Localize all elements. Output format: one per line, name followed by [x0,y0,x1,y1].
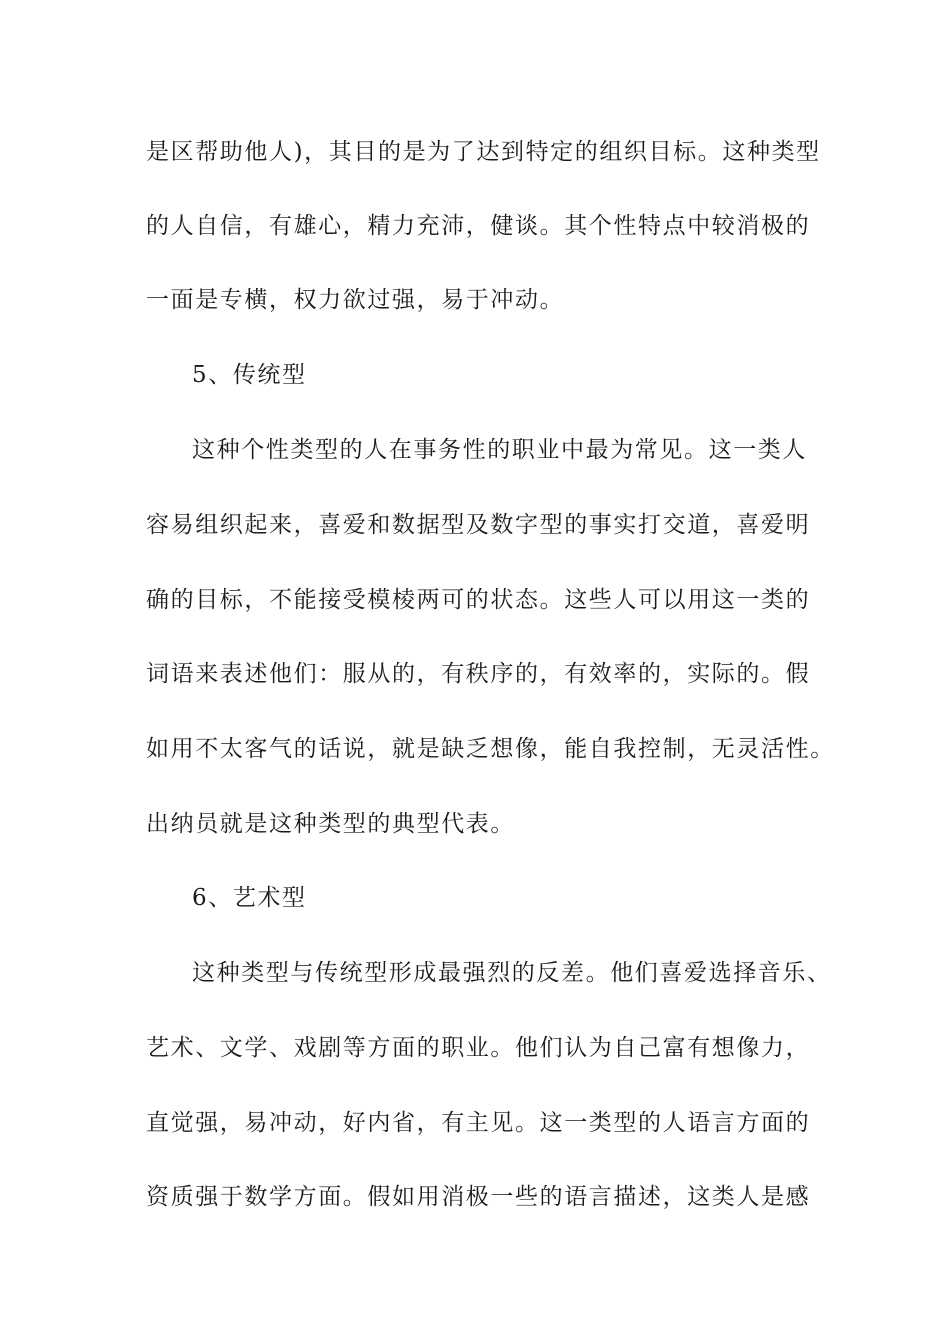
paragraph-line: 是区帮助他人)，其目的是为了达到特定的组织目标。这种类型 [146,139,821,165]
paragraph-line: 资质强于数学方面。假如用消极一些的语言描述，这类人是感 [146,1184,811,1210]
paragraph-line: 一面是专横，权力欲过强，易于冲动。 [146,287,565,313]
paragraph-line: 的人自信，有雄心，精力充沛，健谈。其个性特点中较消极的 [146,213,811,239]
paragraph-line: 这种个性类型的人在事务性的职业中最为常见。这一类人 [192,437,807,463]
paragraph-line: 容易组织起来，喜爱和数据型及数字型的事实打交道，喜爱明 [146,512,811,538]
paragraph-line: 确的目标，不能接受模棱两可的状态。这些人可以用这一类的 [146,587,811,613]
paragraph-line: 词语来表述他们：服从的，有秩序的，有效率的，实际的。假 [146,661,811,687]
paragraph-line: 这种类型与传统型形成最强烈的反差。他们喜爱选择音乐、 [192,960,832,986]
paragraph-line: 出纳员就是这种类型的典型代表。 [146,811,515,837]
section-heading: 5、传统型 [192,362,307,388]
paragraph-line: 直觉强，易冲动，好内省，有主见。这一类型的人语言方面的 [146,1110,811,1136]
paragraph-line: 如用不太客气的话说，就是缺乏想像，能自我控制，无灵活性。 [146,736,835,762]
paragraph-line: 艺术、文学、戏剧等方面的职业。他们认为自己富有想像力， [146,1035,811,1061]
section-heading: 6、艺术型 [192,885,307,911]
